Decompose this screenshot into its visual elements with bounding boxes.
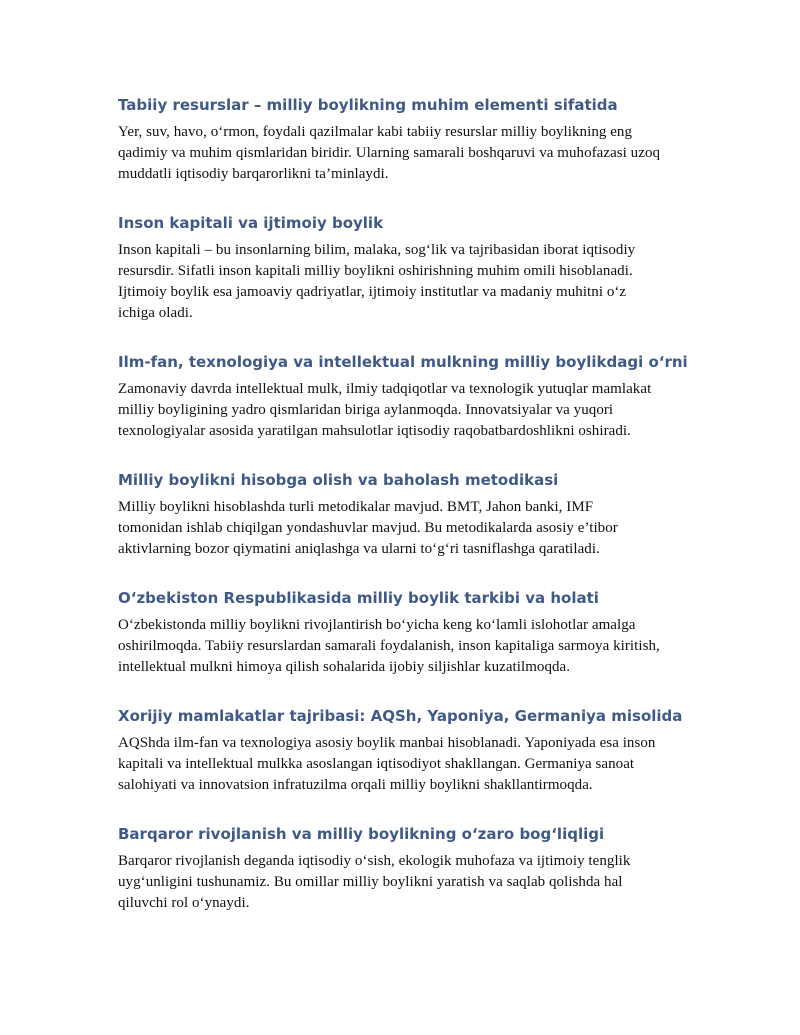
section-paragraph [118, 240, 686, 324]
section-natural-resources [118, 94, 686, 185]
section-heading: Inson kapitali va ijtimoiy boylik [118, 214, 384, 232]
section-accounting-methodology [118, 469, 686, 560]
paragraph-line: Zamonaviy davrda intellektual mulk, ilmiy tadqiqotlar va texnologik yutuqlar mamlakat [118, 381, 652, 397]
paragraph-line: tomonidan ishlab chiqilgan yondashuvlar mavjud. Bu metodikalarda asosiy e’tibor [118, 520, 618, 536]
paragraph-line: AQShda ilm-fan va texnologiya asosiy boylik manbai hisoblanadi. Yaponiyada esa inson [118, 735, 656, 751]
paragraph-line: Yer, suv, havo, o‘rmon, foydali qazilmalar kabi tabiiy resurslar milliy boylikning eng [118, 124, 633, 140]
paragraph-line: oshirilmoqda. Tabiiy resurslardan samarali foydalanish, inson kapitaliga sarmoya kiritish, [118, 638, 660, 654]
paragraph-line: Ijtimoiy boylik esa jamoaviy qadriyatlar, ijtimoiy institutlar va madaniy muhitni o‘z [118, 284, 627, 300]
section-heading: Ilm-fan, texnologiya va intellektual mulkning milliy boylikdagi o‘rni [118, 353, 688, 371]
section-paragraph [118, 733, 686, 796]
paragraph-line: uyg‘unligini tushunamiz. Bu omillar milliy boylikni yaratish va saqlab qolishda hal [118, 874, 623, 890]
section-heading: Tabiiy resurslar – milliy boylikning muhim elementi sifatida [118, 96, 618, 114]
paragraph-line: kapitali va intellektual mulkka asoslangan iqtisodiyot shakllangan. Germaniya sanoat [118, 756, 635, 772]
paragraph-line: Barqaror rivojlanish deganda iqtisodiy o‘sish, ekologik muhofaza va ijtimoiy tenglik [118, 853, 631, 869]
section-foreign-experience [118, 705, 686, 796]
paragraph-line: aktivlarning bozor qiymatini aniqlashga va ularni to‘g‘ri tasniflashga qaratiladi. [118, 541, 600, 557]
paragraph-line: Inson kapitali – bu insonlarning bilim, malaka, sog‘lik va tajribasidan iborat iqtisodiy [118, 242, 636, 258]
paragraph-line: qiluvchi rol o‘ynaydi. [118, 895, 250, 911]
section-sustainable-development [118, 823, 686, 914]
paragraph-line: qadimiy va muhim qismlaridan biridir. Ularning samarali boshqaruvi va muhofazasi uzoq [118, 145, 661, 161]
paragraph-line: ichiga oladi. [118, 305, 193, 321]
section-human-capital [118, 212, 686, 324]
section-science-technology [118, 351, 686, 442]
section-paragraph [118, 851, 686, 914]
paragraph-line: muddatli iqtisodiy barqarorlikni ta’minlaydi. [118, 166, 389, 182]
paragraph-line: Milliy boylikni hisoblashda turli metodikalar mavjud. BMT, Jahon banki, IMF [118, 499, 594, 515]
section-paragraph [118, 615, 686, 678]
section-heading: Xorijiy mamlakatlar tajribasi: AQSh, Yaponiya, Germaniya misolida [118, 707, 683, 725]
paragraph-line: O‘zbekistonda milliy boylikni rivojlantirish bo‘yicha keng ko‘lamli islohotlar amalga [118, 617, 636, 633]
section-paragraph [118, 497, 686, 560]
section-paragraph [118, 122, 686, 185]
section-heading: O‘zbekiston Respublikasida milliy boylik tarkibi va holati [118, 589, 599, 607]
section-uzbekistan [118, 587, 686, 678]
paragraph-line: milliy boyligining yadro qismlaridan biriga aylanmoqda. Innovatsiyalar va yuqori [118, 402, 614, 418]
section-paragraph [118, 379, 686, 442]
paragraph-line: salohiyati va innovatsion infratuzilma orqali milliy boylikni shakllantirmoqda. [118, 777, 593, 793]
section-heading: Barqaror rivojlanish va milliy boylikning o‘zaro bog‘liqligi [118, 825, 605, 843]
section-heading: Milliy boylikni hisobga olish va baholash metodikasi [118, 471, 559, 489]
paragraph-line: intellektual mulkni himoya qilish sohalarida ijobiy siljishlar kuzatilmoqda. [118, 659, 571, 675]
document-content [118, 94, 686, 941]
paragraph-line: texnologiyalar asosida yaratilgan mahsulotlar iqtisodiy raqobatbardoshlikni oshiradi. [118, 423, 631, 439]
paragraph-line: resursdir. Sifatli inson kapitali milliy boylikni oshirishning muhim omili hisoblanadi. [118, 263, 633, 279]
